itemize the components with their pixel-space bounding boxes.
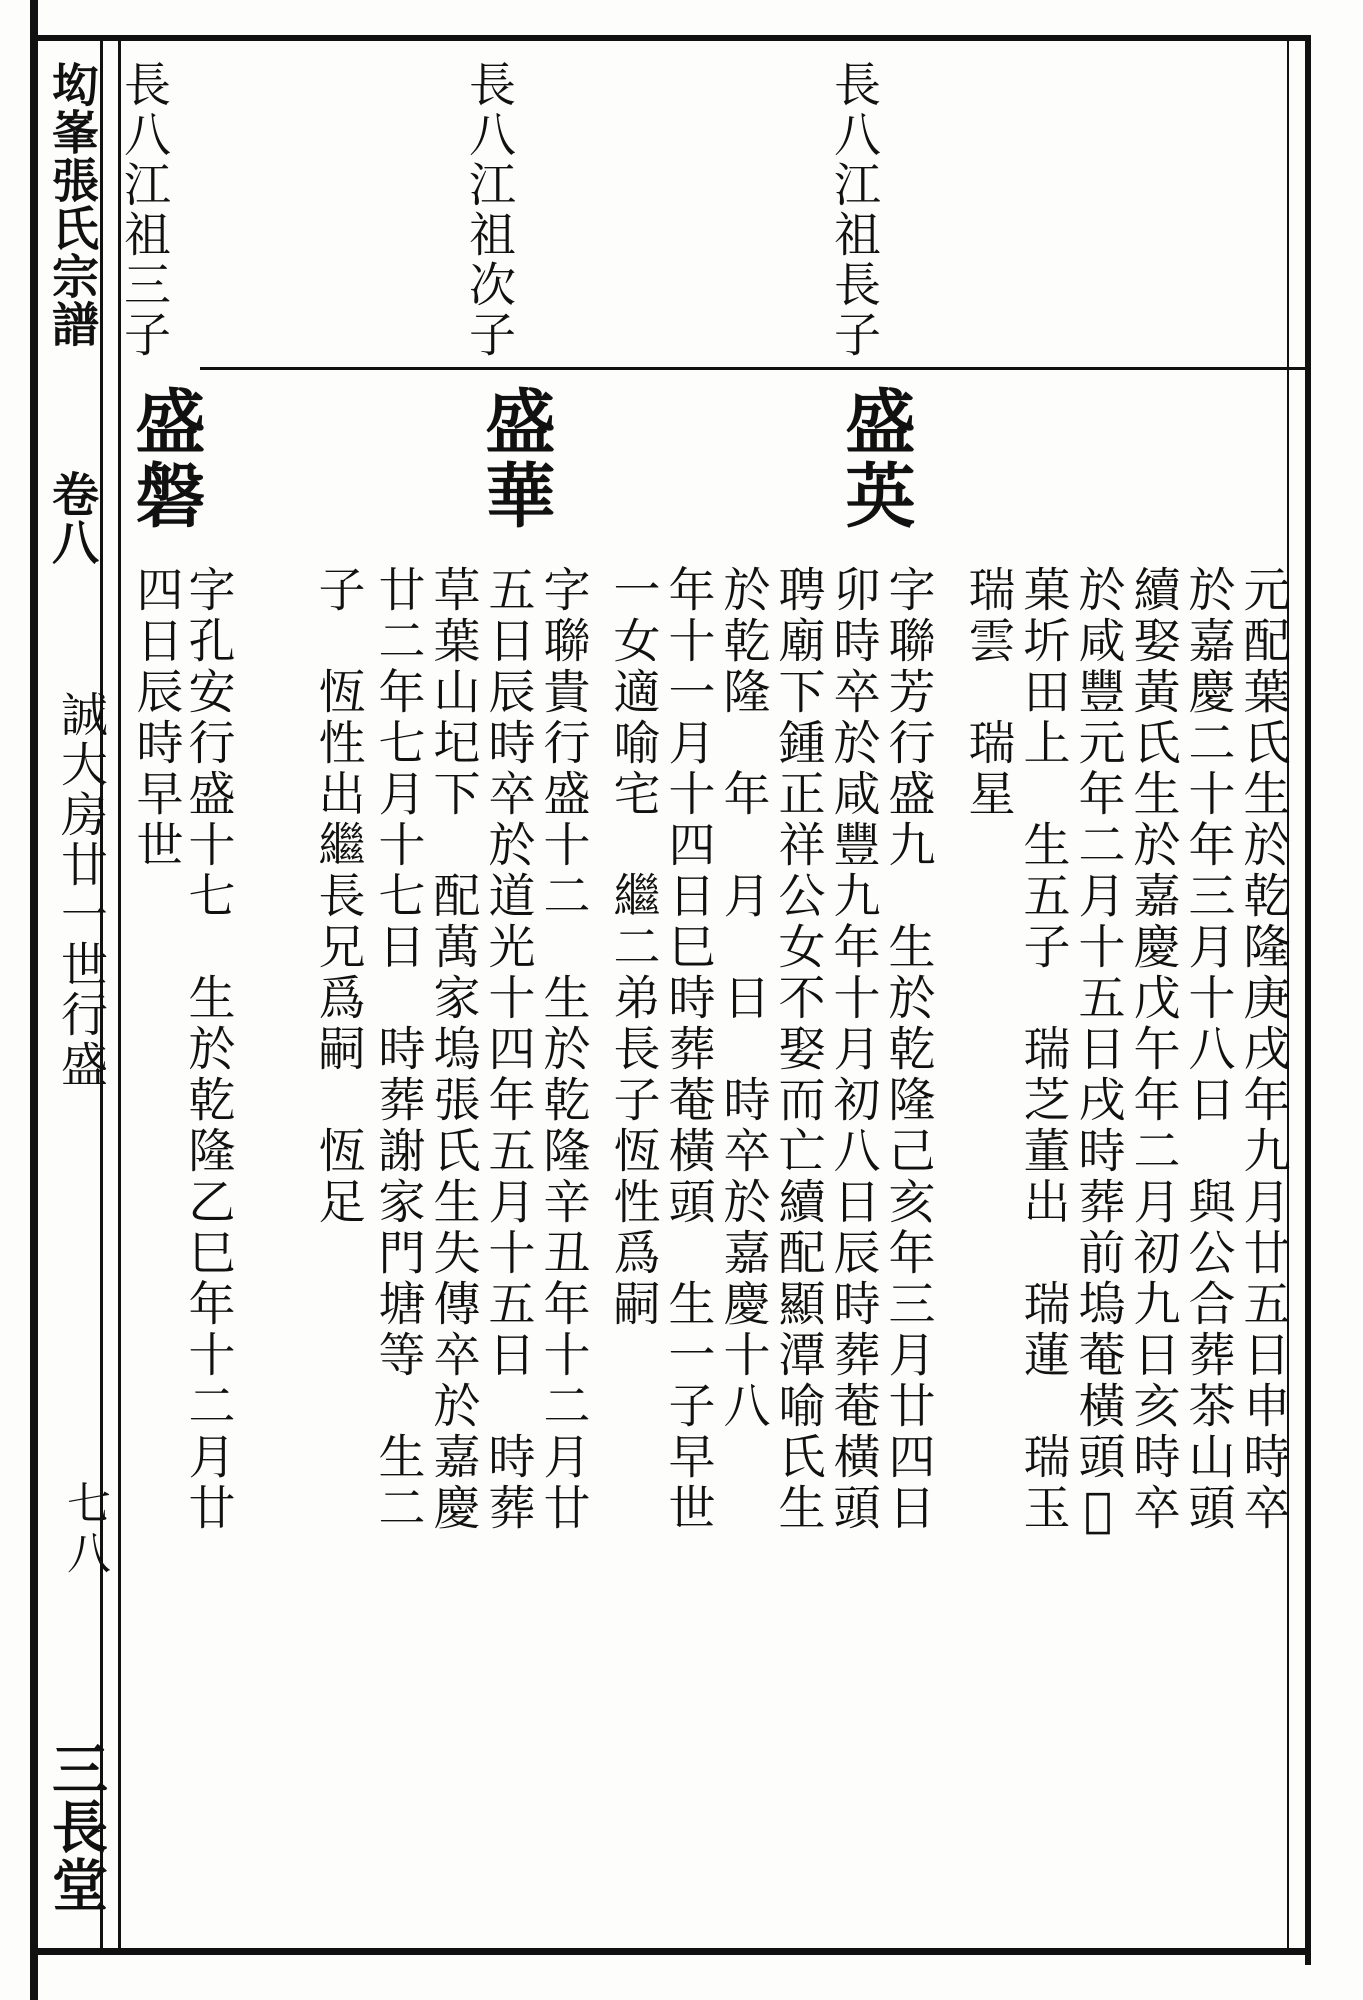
bottom-border	[30, 1948, 1311, 1955]
continuation-line-5: 菓圻田上 生五子 瑞芝董出 瑞蓮 瑞玉	[1015, 565, 1071, 1534]
continuation-line-3: 續娶黃氏生於嘉慶戊午年二月初九日亥時卒	[1125, 565, 1181, 1534]
book-title: 㘭峯張氏宗譜	[44, 60, 99, 348]
person-bio-line: 四日辰時早世	[128, 565, 184, 871]
top-border	[30, 35, 1311, 41]
outer-left-border	[30, 0, 38, 2000]
continuation-line-6: 瑞雲 瑞星	[960, 565, 1016, 820]
hall-name: 三長堂	[43, 1740, 109, 1914]
continuation-line-4: 於咸豐元年二月十五日戌時葬前塢菴橫頭𪡏	[1070, 565, 1126, 1542]
volume-label: 卷八	[44, 470, 99, 566]
continuation-line-1: 元配葉氏生於乾隆庚戌年九月廿五日申時卒	[1235, 565, 1291, 1534]
relation-first-son: 長八江祖長子	[826, 60, 881, 360]
relation-third-son: 長八江祖三子	[116, 60, 171, 360]
continuation-line-2: 於嘉慶二十年三月十八日 與公合葬茶山頭	[1180, 565, 1236, 1534]
page-number: 七八	[59, 1480, 110, 1580]
person-bio-line: 一女適喻宅 繼二弟長子恆性爲嗣	[605, 565, 661, 1330]
outer-right-border	[1305, 35, 1311, 1965]
person-bio-line: 廿二年七月十七日 時葬謝家門塘等 生二	[370, 565, 426, 1534]
branch-header: 誠大房廿一世行盛	[53, 690, 108, 1090]
relations-row-divider	[200, 367, 1305, 370]
person-name: 盛英	[834, 385, 917, 533]
person-bio-line: 字聯芳行盛九 生於乾隆己亥年三月廿四日	[880, 565, 936, 1534]
person-bio-line: 字孔安行盛十七 生於乾隆乙巳年十二月廿	[180, 565, 236, 1534]
person-bio-line: 草葉山𡉏下 配萬家塢張氏生失傳卒於嘉慶	[425, 565, 481, 1534]
person-bio-line: 卯時卒於咸豐九年十月初八日辰時葬菴橫頭	[825, 565, 881, 1534]
relation-second-son: 長八江祖次子	[461, 60, 516, 360]
person-bio-line: 五日辰時卒於道光十四年五月十五日 時葬	[480, 565, 536, 1534]
person-bio-line: 字聯貴行盛十二 生於乾隆辛丑年十二月廿	[535, 565, 591, 1534]
person-bio-line: 年十一月十四日巳時葬菴橫頭 生一子早世	[660, 565, 716, 1534]
person-bio-line: 於乾隆 年 月 日 時卒於嘉慶十八	[715, 565, 771, 1432]
person-bio-line: 聘廟下鍾正祥公女不娶而亡續配顯潭喻氏生	[770, 565, 826, 1534]
person-name: 盛華	[474, 385, 557, 533]
person-name: 盛磐	[124, 385, 207, 533]
person-bio-line: 子 恆性出繼長兄爲嗣 恆足	[310, 565, 366, 1228]
